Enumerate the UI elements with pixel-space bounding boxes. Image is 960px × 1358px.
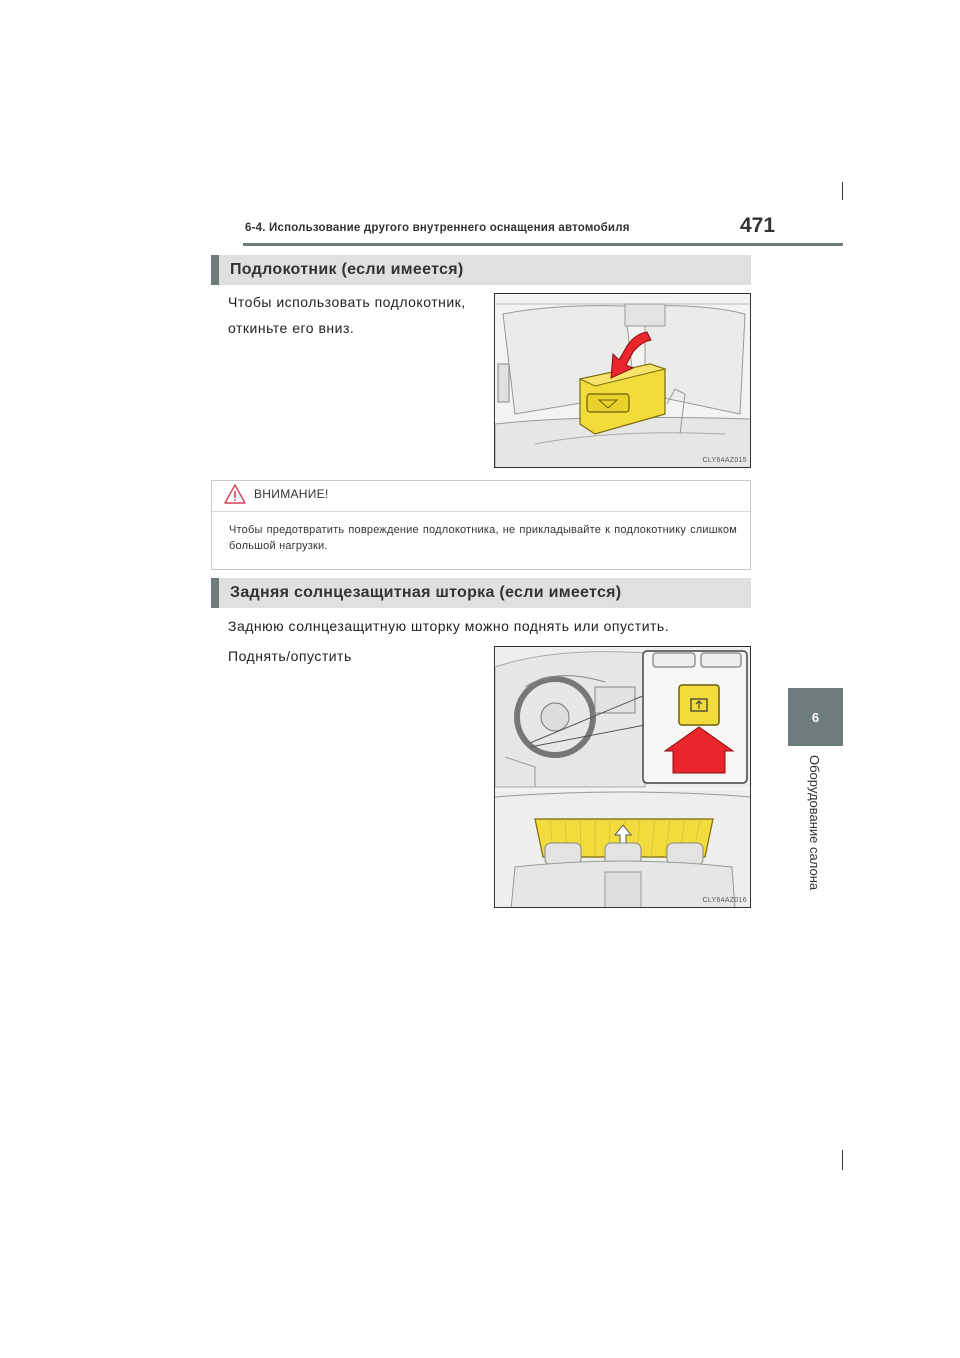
chapter-side-label: Оборудование салона: [807, 755, 822, 891]
crop-mark-top: [842, 182, 843, 200]
sunshade-instruction: Заднюю солнцезащитную шторку можно поднять или опустить.: [228, 618, 670, 634]
caution-title: ВНИМАНИЕ!: [254, 487, 329, 501]
page-number: 471: [740, 214, 776, 237]
section-heading-sunshade: Задняя солнцезащитная шторка (если имеется): [211, 578, 751, 608]
sunshade-figure: [494, 646, 751, 908]
chapter-header-title: 6-4. Использование другого внутреннего оснащения автомобиля: [245, 222, 630, 234]
crop-mark-bottom: [842, 1150, 843, 1170]
armrest-figure: [494, 293, 751, 468]
chapter-tab-number: 6: [811, 709, 820, 725]
warning-triangle-icon: [224, 484, 246, 504]
header-rule: [243, 243, 843, 246]
armrest-instruction: Чтобы использовать подлокотник, откиньте его вниз.: [228, 294, 466, 336]
figure-code: CLY64AZ016: [702, 897, 747, 904]
section-heading-armrest: Подлокотник (если имеется): [211, 255, 751, 285]
caution-text: Чтобы предотвратить повреждение подлокотника, не прикладывайте к подлокотнику слишком большой нагрузки.: [229, 524, 737, 552]
sunshade-illustration: [495, 647, 751, 908]
sunshade-raise-lower-label: Поднять/опустить: [228, 648, 352, 664]
chapter-tab: [788, 688, 843, 746]
armrest-illustration: [495, 294, 751, 468]
figure-code: CLY64AZ015: [702, 457, 747, 464]
caution-divider: [212, 511, 750, 512]
